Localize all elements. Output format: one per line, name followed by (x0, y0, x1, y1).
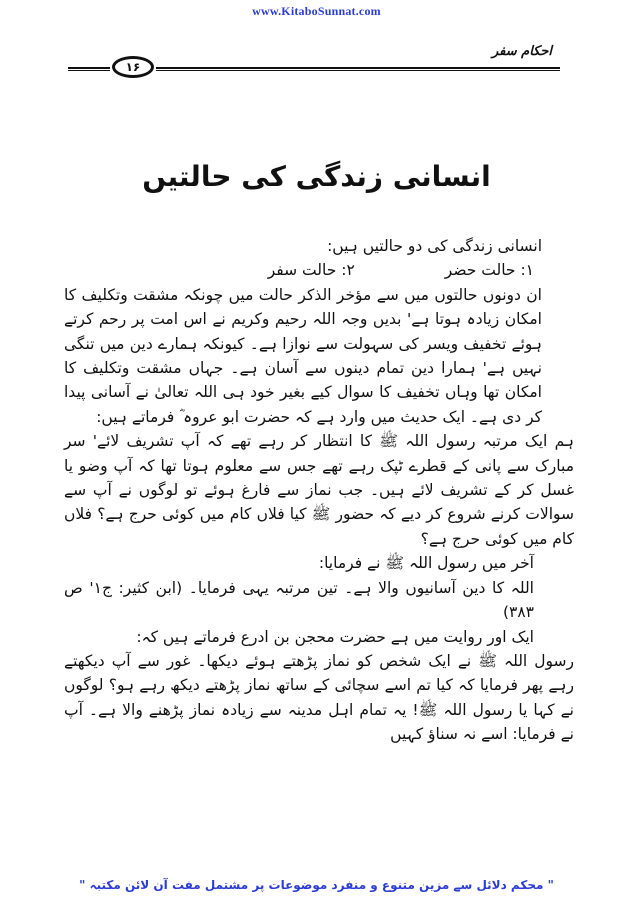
states-list (64, 258, 574, 282)
footer-tagline: " محکم دلائل سے مزین متنوع و منفرد موضوعات پر مشتمل مفت آن لائن مکتبہ " (79, 878, 554, 892)
header-rule-right (156, 67, 560, 71)
state-item-1: ۱: حالت حضر (444, 261, 534, 280)
hadith-2: رسول اللہ ﷺ نے ایک شخص کو نماز پڑھتے ہوئے دیکھا۔ غور سے آپ دیکھتے رہے پھر فرمایا کہ کیا تم اسے سچائی کے ساتھ نماز پڑھتے دیکھ رہے ہو؟ لوگوں نے کہا یا رسول اللہ ﷺ! یہ تمام اہل مدینہ سے زیادہ نماز پڑھنے والا ہے۔ آپ نے فرمایا: اسے نہ سناؤ کہیں (64, 651, 574, 744)
body-text (64, 234, 574, 747)
site-url-watermark[interactable]: www.KitaboSunnat.com (252, 4, 381, 18)
hadith-1-end: آخر میں رسول اللہ ﷺ نے فرمایا: (318, 554, 534, 573)
hadith-1: ہم ایک مرتبہ رسول اللہ ﷺ کا انتظار کر رہے تھے کہ آپ تشریف لائے' سر مبارک سے پانی کے قطرے ٹپک رہے تھے جس سے معلوم ہوتا تھا کہ آپ وضو یا غسل کر کے تشریف لائے ہیں۔ جب نماز سے فارغ ہوئے تو لوگوں نے آپ سے سوالات کرنے شروع کر دیے کہ حضور ﷺ کیا فلاں کام میں کوئی حرج ہے؟ فلاں کام میں کوئی حرج ہے؟ (64, 432, 575, 548)
page-header (68, 40, 560, 80)
another-narration: ایک اور روایت میں ہے حضرت محجن بن ادرع فرماتے ہیں کہ: (136, 627, 534, 646)
header-rule-left (68, 67, 110, 71)
running-head: احکام سفر (491, 44, 552, 59)
chapter-title: انسانی زندگی کی حالتیں (142, 160, 491, 193)
saying-with-reference: اللہ کا دین آسانیوں والا ہے۔ تین مرتبہ یہی فرمایا۔ (ابن کثیر: ج۱' ص ۳۸۳) (64, 578, 534, 622)
intro-line: انسانی زندگی کی دو حالتیں ہیں: (327, 237, 542, 255)
state-item-2: ۲: حالت سفر (267, 261, 355, 280)
page-number: ۱۶ (112, 56, 154, 78)
paragraph-1: ان دونوں حالتوں میں سے مؤخر الذکر حالت میں چونکہ مشقت وتکلیف کا امکان زیادہ ہوتا ہے' بدیں وجہ اللہ رحیم وکریم نے اس امت پر رحم کرتے ہوئے تخفیف ویسر کی سہولت سے نوازا ہے۔ کیونکہ ہمارے دین میں تنگی نہیں ہے' ہمارا دین تمام دینوں سے آسان ہے۔ جہاں مشقت وتکلیف کا امکان تھا وہاں تخفیف کا سوال کیے بغیر خود ہی اللہ تعالیٰ نے آسانی پیدا کر دی ہے۔ ایک حدیث میں وارد ہے کہ حضرت ابو عروہ ؓ فرماتے ہیں: (64, 285, 542, 426)
